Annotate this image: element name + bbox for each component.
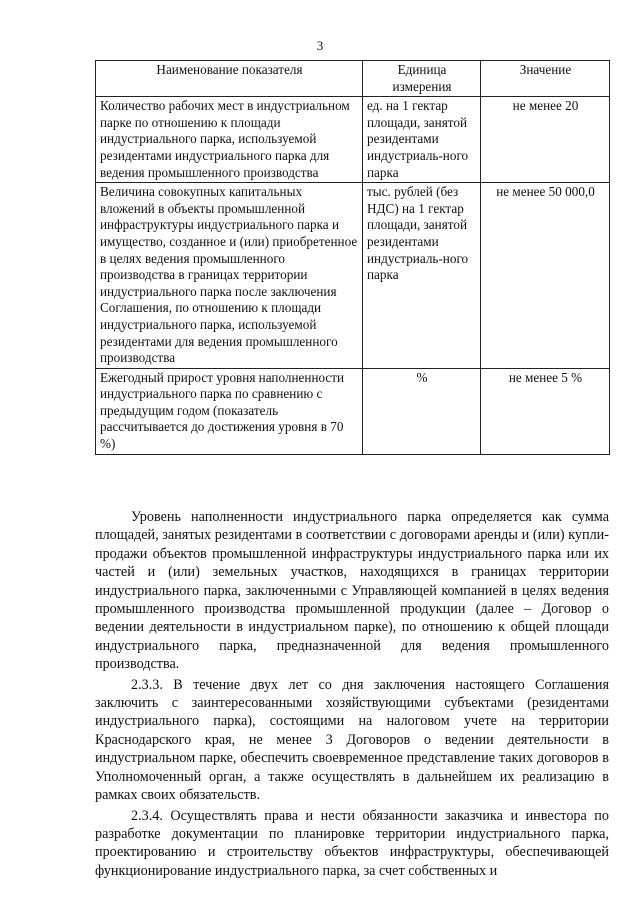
paragraph-2-3-3: 2.3.3. В течение двух лет со дня заключения настоящего Соглашения заключить с заинтересованными хозяйствующими субъектами (резидентами индустриального парка), состоящими на налоговом учете на территории Краснодарского края, не менее 3 Договоров о ведении деятельности в индустриальном парке, обеспечить своевременное представление таких договоров в Уполномоченный орган, а также осуществлять в дальнейшем их реализацию в рамках своих обязательств.	[95, 676, 609, 804]
header-value: Значение	[481, 61, 610, 97]
row-name: Величина совокупных капитальных вложений в объекты промышленной инфраструктуры индустриального парка и имущество, созданное и (или) приобретенное в целях ведения промышленного производства в границах территории индустриального парка после заключения Соглашения, по отношению к площади индустриального парка, используемой резидентами для ведения промышленного производства	[96, 183, 363, 369]
indicators-table	[95, 60, 610, 455]
table-row	[96, 97, 610, 183]
paragraph-fill-level: Уровень наполненности индустриального парка определяется как сумма площадей, занятых резидентами в соответствии с договорами аренды и (или) купли-продажи объектов промышленной инфраструктуры индустриального парка или их частей и (или) земельных участков, находящихся в границах территории индустриального парка, заключенными с Управляющей компанией в целях ведения промышленного производства промышленной продукции (далее – Договор о ведении деятельности в индустриальном парке), по отношению к общей площади индустриального парка, предназначенной для ведения промышленного производства.	[95, 509, 609, 673]
row-value: не менее 5 %	[481, 368, 610, 454]
header-name: Наименование показателя	[96, 61, 363, 97]
page-number: 3	[316, 38, 324, 53]
row-unit: тыс. рублей (без НДС) на 1 гектар площади, занятой резидентами индустриаль-ного парка	[363, 183, 481, 369]
body-text	[95, 508, 609, 880]
row-name: Ежегодный прирост уровня наполненности индустриального парка по сравнению с предыдущим годом (показатель рассчитывается до достижения уровня в 70 %)	[96, 368, 363, 454]
row-value: не менее 50 000,0	[481, 183, 610, 369]
header-unit: Единица измерения	[363, 61, 481, 97]
paragraph-2-3-4: 2.3.4. Осуществлять права и нести обязанности заказчика и инвестора по разработке документации по планировке территории индустриального парка, проектированию и строительству объектов инфраструктуры, обеспечивающей функционирование индустриального парка, за счет собственных и	[95, 807, 609, 879]
table-row	[96, 183, 610, 369]
row-unit: %	[363, 368, 481, 454]
row-name: Количество рабочих мест в индустриальном парке по отношению к площади индустриального парка, используемой резидентами индустриального парка для ведения промышленного производства	[96, 97, 363, 183]
table-row	[96, 368, 610, 454]
row-unit: ед. на 1 гектар площади, занятой резидентами индустриаль-ного парка	[363, 97, 481, 183]
row-value: не менее 20	[481, 97, 610, 183]
table-header-row	[96, 61, 610, 97]
